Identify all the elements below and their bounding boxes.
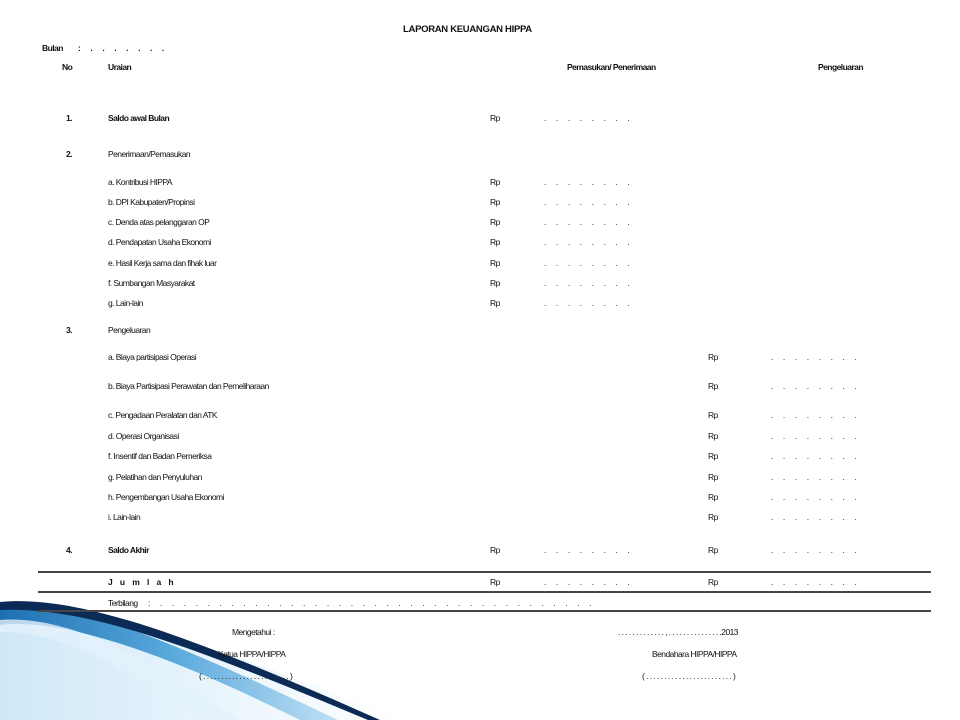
item-penerimaan: d. Pendapatan Usaha Ekonomi	[108, 237, 211, 247]
table-rule-middle	[38, 591, 931, 593]
amount-in-dots: . . . . . . . .	[544, 113, 634, 123]
amount-out-dots: . . . . . . . .	[771, 577, 861, 587]
currency-in: Rp	[490, 278, 500, 288]
header-pengeluaran: Pengeluaran	[818, 62, 863, 72]
amount-out-dots: . . . . . . . .	[771, 512, 861, 522]
table-rule-bottom	[38, 610, 931, 612]
ketua-title: Ketua HIPPA/HIPPA	[218, 649, 286, 659]
currency-out: Rp	[708, 381, 718, 391]
row-label-jumlah: J u m l a h	[108, 577, 176, 587]
item-penerimaan: e. Hasil Kerja sama dan fihak luar	[108, 258, 217, 268]
amount-out-dots: . . . . . . . .	[771, 451, 861, 461]
header-no: No	[62, 62, 73, 72]
amount-in-dots: . . . . . . . .	[544, 545, 634, 555]
amount-in-dots: . . . . . . . .	[544, 217, 634, 227]
currency-out: Rp	[708, 577, 718, 587]
row-label-saldo-akhir: Saldo Akhir	[108, 545, 149, 555]
document-title: LAPORAN KEUANGAN HIPPA	[403, 24, 532, 35]
row-no: 1.	[66, 113, 72, 123]
item-pengeluaran: h. Pengembangan Usaha Ekonomi	[108, 492, 224, 502]
currency-out: Rp	[708, 451, 718, 461]
mengetahui-label: Mengetahui :	[232, 627, 275, 637]
item-pengeluaran: i. Lain-lain	[108, 512, 141, 522]
currency-in: Rp	[490, 298, 500, 308]
amount-in-dots: . . . . . . . .	[544, 278, 634, 288]
date-line: . . . . . . . . . . . . . , . . . . . . . . . . . . . . .2013	[618, 627, 738, 637]
terbilang-fill: : . . . . . . . . . . . . . . . . . . . . . . . . . . . . . . . . . . . . .	[148, 598, 596, 608]
currency-out: Rp	[708, 472, 718, 482]
currency-in: Rp	[490, 258, 500, 268]
item-pengeluaran: d. Operasi Organisasi	[108, 431, 179, 441]
currency-in: Rp	[490, 177, 500, 187]
item-penerimaan: f. Sumbangan Masyarakat	[108, 278, 195, 288]
header-uraian: Uraian	[108, 62, 132, 72]
amount-out-dots: . . . . . . . .	[771, 431, 861, 441]
currency-out: Rp	[708, 352, 718, 362]
amount-in-dots: . . . . . . . .	[544, 298, 634, 308]
currency-out: Rp	[708, 410, 718, 420]
item-pengeluaran: c. Pengadaan Peralatan dan ATK	[108, 410, 218, 420]
item-penerimaan: g. Lain-lain	[108, 298, 143, 308]
amount-out-dots: . . . . . . . .	[771, 352, 861, 362]
currency-out: Rp	[708, 431, 718, 441]
amount-in-dots: . . . . . . . .	[544, 177, 634, 187]
row-no: 2.	[66, 149, 72, 159]
signature-left: ( . . . . . . . . . . . . . . . . . . . . . . . . )	[199, 671, 293, 681]
currency-in: Rp	[490, 577, 500, 587]
amount-out-dots: . . . . . . . .	[771, 492, 861, 502]
item-pengeluaran: f. Insentif dan Badan Pemeriksa	[108, 451, 212, 461]
currency-out: Rp	[708, 512, 718, 522]
amount-in-dots: . . . . . . . .	[544, 237, 634, 247]
row-no: 3.	[66, 325, 72, 335]
bendahara-title: Bendahara HIPPA/HIPPA	[652, 649, 737, 659]
item-pengeluaran: b. Biaya Partisipasi Perawatan dan Pemeliharaan	[108, 381, 269, 391]
header-pemasukan: Pemasukan/ Penerimaan	[567, 62, 656, 72]
item-pengeluaran: a. Biaya partisipasi Operasi	[108, 352, 197, 362]
currency-in: Rp	[490, 113, 500, 123]
row-no: 4.	[66, 545, 72, 555]
item-penerimaan: c. Denda atas pelanggaran OP	[108, 217, 210, 227]
amount-in-dots: . . . . . . . .	[544, 577, 634, 587]
item-penerimaan: a. Kontribusi HIPPA	[108, 177, 173, 187]
amount-in-dots: . . . . . . . .	[544, 197, 634, 207]
signature-right: ( . . . . . . . . . . . . . . . . . . . . . . . . )	[642, 671, 736, 681]
amount-out-dots: . . . . . . . .	[771, 472, 861, 482]
item-pengeluaran: g. Pelatihan dan Penyuluhan	[108, 472, 202, 482]
amount-in-dots: . . . . . . . .	[544, 258, 634, 268]
bulan-label: Bulan	[42, 43, 63, 53]
amount-out-dots: . . . . . . . .	[771, 410, 861, 420]
bulan-fill: : . . . . . . .	[78, 43, 168, 53]
currency-in: Rp	[490, 545, 500, 555]
currency-in: Rp	[490, 217, 500, 227]
section-label-penerimaan: Penerimaan/Pemasukan	[108, 149, 191, 159]
row-label-terbilang: Terbilang	[108, 598, 138, 608]
currency-out: Rp	[708, 545, 718, 555]
currency-in: Rp	[490, 237, 500, 247]
amount-out-dots: . . . . . . . .	[771, 545, 861, 555]
table-rule-top	[38, 571, 931, 573]
currency-in: Rp	[490, 197, 500, 207]
item-penerimaan: b. DPI Kabupaten/Propinsi	[108, 197, 195, 207]
section-label-pengeluaran: Pengeluaran	[108, 325, 151, 335]
currency-out: Rp	[708, 492, 718, 502]
row-label-saldo-awal: Saldo awal Bulan	[108, 113, 170, 123]
amount-out-dots: . . . . . . . .	[771, 381, 861, 391]
